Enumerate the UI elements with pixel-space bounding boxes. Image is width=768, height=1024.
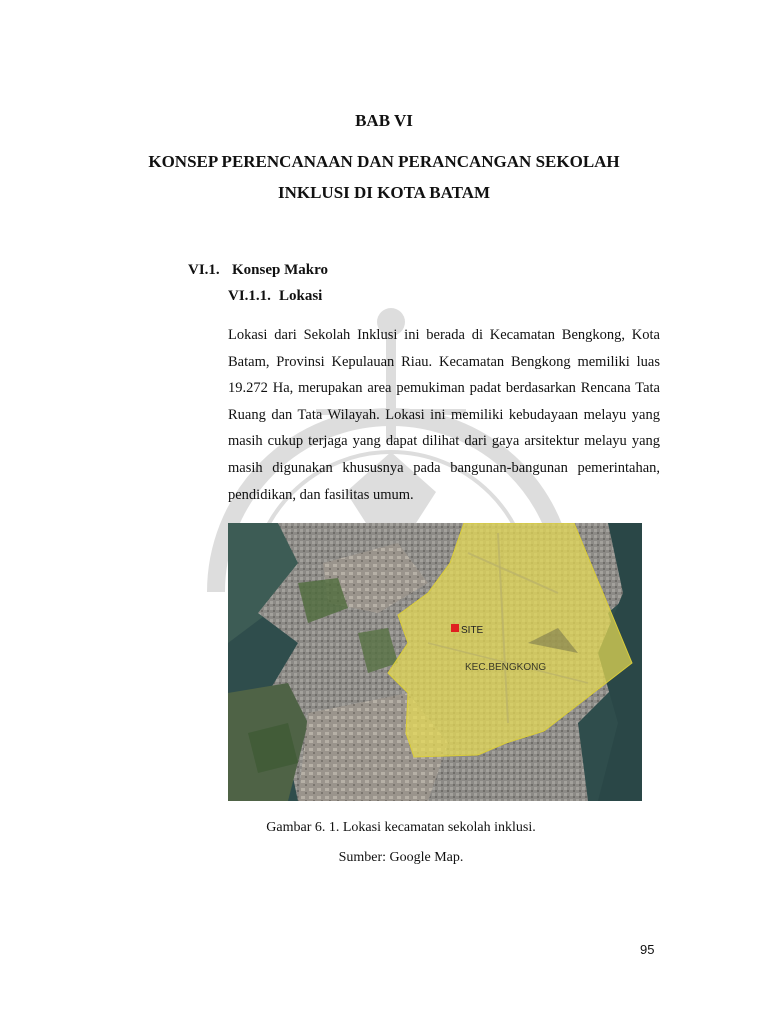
satellite-map <box>228 523 642 801</box>
body-line: 19.272 Ha, merupakan area pemukiman padat berdasarkan Rencana Tata <box>228 380 660 397</box>
figure-caption: Gambar 6. 1. Lokasi kecamatan sekolah inklusi. <box>266 820 536 835</box>
body-line: Batam, Provinsi Kepulauan Riau. Kecamatan Bengkong memiliki luas <box>228 353 660 370</box>
body-line: pendidikan, dan fasilitas umum. <box>228 486 414 503</box>
location-map-figure <box>228 523 642 801</box>
body-line: Lokasi dari Sekolah Inklusi ini berada di Kecamatan Bengkong, Kota <box>228 327 660 343</box>
chapter-number: BAB VI <box>355 111 413 130</box>
page-number: 95 <box>640 942 655 957</box>
district-label: KEC.BENGKONG <box>465 662 547 673</box>
subsection-number: VI.1.1. <box>228 288 271 304</box>
section-number: VI.1. <box>188 262 220 278</box>
subsection-title: Lokasi <box>279 288 323 304</box>
site-marker <box>451 624 459 632</box>
chapter-title-line-1: KONSEP PERENCANAAN DAN PERANCANGAN SEKOLAH <box>148 152 620 171</box>
chapter-title-line-2: INKLUSI DI KOTA BATAM <box>277 183 491 202</box>
body-paragraph <box>228 322 660 508</box>
section-title: Konsep Makro <box>232 262 328 278</box>
figure-source: Sumber: Google Map. <box>338 850 464 865</box>
body-line: Ruang dan Tata Wilayah. Lokasi ini memiliki kebudayaan melayu yang <box>228 406 660 423</box>
body-line: masih cukup terjaga yang dapat dilihat dari gaya arsitektur melayu yang <box>228 433 660 450</box>
body-line: masih digunakan khususnya pada bangunan-bangunan pemerintahan, <box>228 459 660 476</box>
site-label: SITE <box>461 625 484 636</box>
